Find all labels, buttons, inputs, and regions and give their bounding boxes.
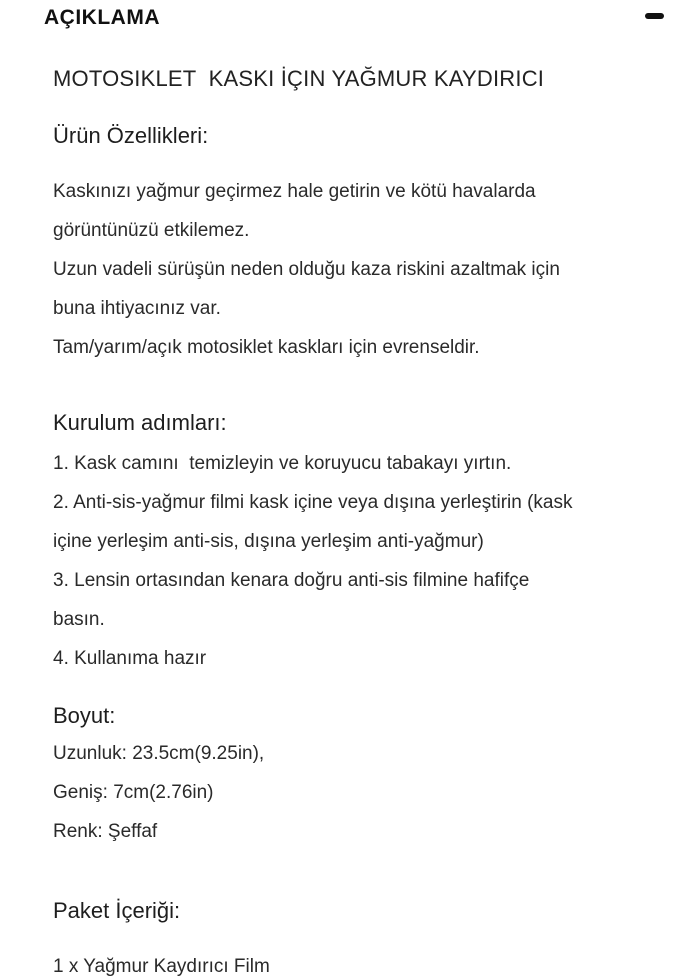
features-line: Uzun vadeli sürüşün neden olduğu kaza riskini azaltmak için: [53, 259, 560, 280]
minus-icon[interactable]: [645, 13, 664, 19]
features-line: Kaskınızı yağmur geçirmez hale getirin ve kötü havalarda: [53, 181, 536, 202]
features-line: buna ihtiyacınız var.: [53, 298, 221, 319]
product-title: MOTOSIKLET KASKI İÇIN YAĞMUR KAYDIRICI: [53, 66, 545, 91]
installation-step: 1. Kask camını temizleyin ve koruyucu tabakayı yırtın.: [53, 453, 512, 474]
size-line: Geniş: 7cm(2.76in): [53, 782, 214, 803]
features-heading: Ürün Özellikleri:: [53, 123, 209, 148]
size-line: Renk: Şeffaf: [53, 821, 158, 842]
size-heading: Boyut:: [53, 703, 116, 728]
installation-step: basın.: [53, 609, 105, 630]
package-heading: Paket İçeriği:: [53, 898, 181, 923]
package-line: 1 x Yağmur Kaydırıcı Film: [53, 956, 270, 977]
installation-heading: Kurulum adımları:: [53, 410, 227, 435]
features-line: görüntünüzü etkilemez.: [53, 220, 250, 241]
installation-step: içine yerleşim anti-sis, dışına yerleşim anti-yağmur): [53, 531, 484, 552]
installation-step: 2. Anti-sis-yağmur filmi kask içine veya dışına yerleştirin (kask: [53, 492, 573, 513]
installation-step: 3. Lensin ortasından kenara doğru anti-sis filmine hafifçe: [53, 570, 530, 591]
size-line: Uzunluk: 23.5cm(9.25in),: [53, 743, 265, 764]
features-line: Tam/yarım/açık motosiklet kaskları için evrenseldir.: [53, 337, 480, 358]
section-title: AÇIKLAMA: [44, 6, 160, 29]
installation-step: 4. Kullanıma hazır: [53, 648, 207, 669]
